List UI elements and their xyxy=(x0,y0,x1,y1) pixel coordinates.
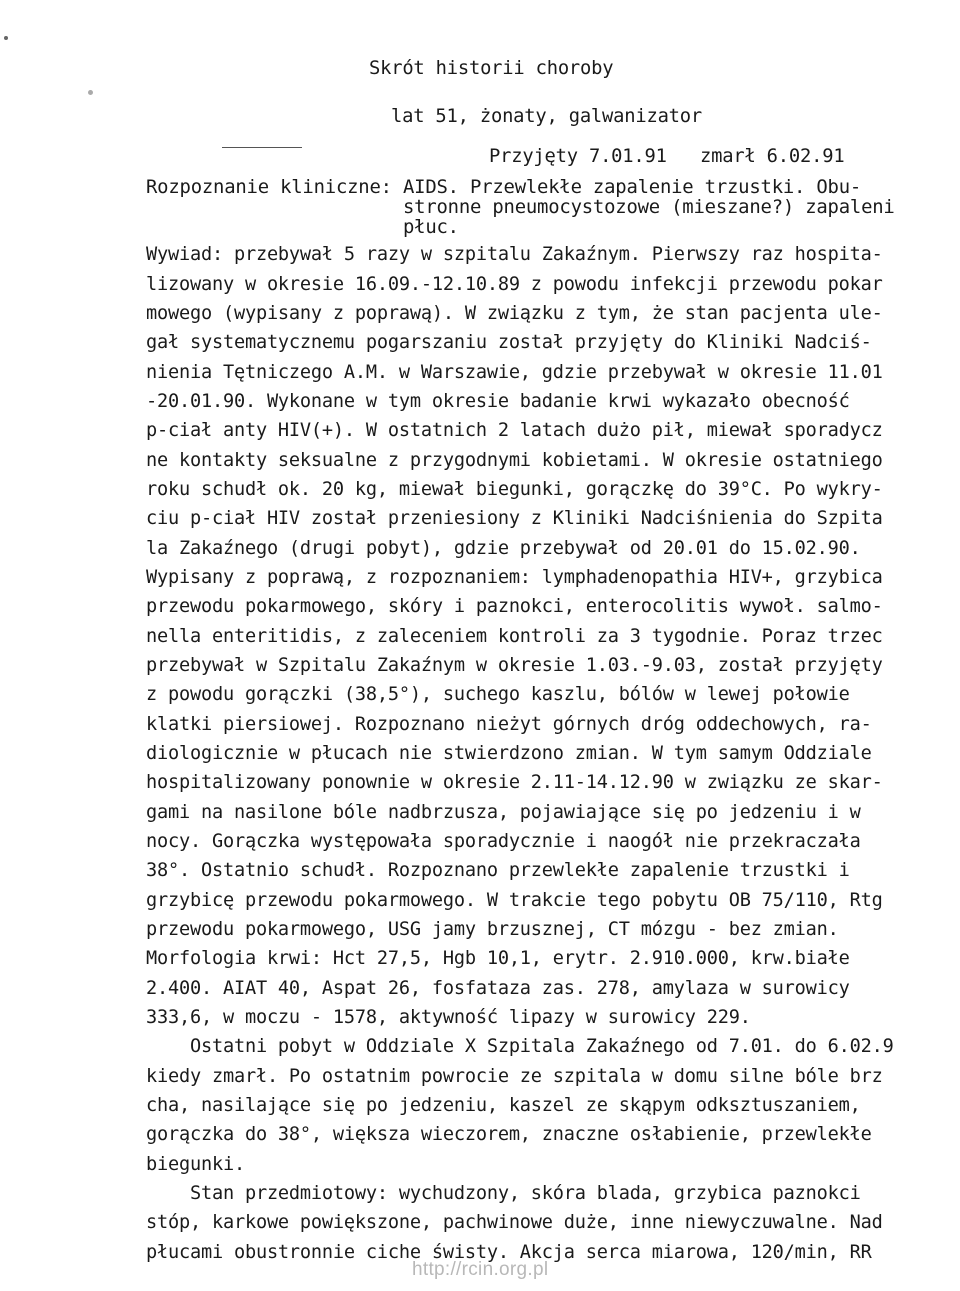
text-line: 2.400. AIAT 40, Aspat 26, fosfataza zas. 278, amylaza w surowicy xyxy=(146,978,850,999)
text-line: p-ciał anty HIV(+). W ostatnich 2 latach dużo pił, miewał sporadycz xyxy=(146,420,883,441)
admission-dates: Przyjęty 7.01.91 zmarł 6.02.91 xyxy=(489,146,845,167)
text-line: grzybicę przewodu pokarmowego. W trakcie tego pobytu OB 75/110, Rtg xyxy=(146,890,883,911)
text-line: płucami obustronnie ciche świsty. Akcja serca miarowa, 120/min, RR xyxy=(146,1242,872,1263)
text-line: stóp, karkowe powiększone, pachwinowe duże, inne niewyczuwalne. Nad xyxy=(146,1212,883,1233)
text-line: Wywiad: przebywał 5 razy w szpitalu Zakaźnym. Pierwszy raz hospita- xyxy=(146,244,883,265)
text-line: ne kontakty seksualne z przygodnymi kobietami. W okresie ostatniego xyxy=(146,450,883,471)
text-line: Ostatni pobyt w Oddziale X Szpitala Zakaźnego od 7.01. do 6.02.9 xyxy=(146,1036,894,1057)
text-line: -20.01.90. Wykonane w tym okresie badanie krwi wykazało obecność xyxy=(146,391,850,412)
text-line: la Zakaźnego (drugi pobyt), gdzie przebywał od 20.01 do 15.02.90. xyxy=(146,538,861,559)
text-line: gami na nasilone bóle nadbrzusza, pojawiające się po jedzeniu i w xyxy=(146,802,861,823)
text-line: nienia Tętniczego A.M. w Warszawie, gdzie przebywał w okresie 11.01 xyxy=(146,362,883,383)
text-line: ciu p-ciał HIV został przeniesiony z Kliniki Nadciśnienia do Szpita xyxy=(146,508,883,529)
text-line: kiedy zmarł. Po ostatnim powrocie ze szpitala w domu silne bóle brz xyxy=(146,1066,883,1087)
diagnosis-line: płuc. xyxy=(146,216,459,238)
text-line: przewodu pokarmowego, skóry i paznokci, enterocolitis wywoł. salmo- xyxy=(146,596,883,617)
text-line: lizowany w okresie 16.09.-12.10.89 z powodu infekcji przewodu pokar xyxy=(146,274,883,295)
diagnosis-line: stronne pneumocystozowe (mieszane?) zapaleni xyxy=(146,196,895,218)
text-line: Wypisany z poprawą, z rozpoznaniem: lymphadenopathia HIV+, grzybica xyxy=(146,567,883,588)
signature-underline xyxy=(222,147,302,148)
text-line: z powodu gorączki (38,5°), suchego kaszlu, bólów w lewej połowie xyxy=(146,684,850,705)
text-line: przewodu pokarmowego, USG jamy brzusznej, CT mózgu - bez zmian. xyxy=(146,919,839,940)
text-line: przebywał w Szpitalu Zakaźnym w okresie 1.03.-9.03, został przyjęty xyxy=(146,655,883,676)
scan-speck xyxy=(4,36,8,40)
text-line: cha, nasilające się po jedzeniu, kaszel ze skąpym odksztuszaniem, xyxy=(146,1095,861,1116)
scan-speck xyxy=(88,90,93,95)
text-line: gał systematycznemu pogarszaniu został przyjęty do Kliniki Nadciś- xyxy=(146,332,872,353)
text-line: Stan przedmiotowy: wychudzony, skóra blada, grzybica paznokci xyxy=(146,1183,861,1204)
text-line: 38°. Ostatnio schudł. Rozpoznano przewlekłe zapalenie trzustki i xyxy=(146,860,850,881)
text-line: roku schudł ok. 20 kg, miewał biegunki, gorączkę do 39°C. Po wykry- xyxy=(146,479,883,500)
text-line: 333,6, w moczu - 1578, aktywność lipazy w surowicy 229. xyxy=(146,1007,751,1028)
text-line: biegunki. xyxy=(146,1154,245,1175)
source-watermark-url: http://rcin.org.pl xyxy=(412,1259,549,1280)
text-line: nocy. Gorączka występowała sporadycznie i naogół nie przekraczała xyxy=(146,831,861,852)
text-line: gorączka do 38°, większa wieczorem, znaczne osłabienie, przewlekłe xyxy=(146,1124,872,1145)
diagnosis-line: Rozpoznanie kliniczne: AIDS. Przewlekłe zapalenie trzustki. Obu- xyxy=(146,176,862,198)
text-line: hospitalizowany ponownie w okresie 2.11-14.12.90 w związku ze skar- xyxy=(146,772,883,793)
text-line: Morfologia krwi: Hct 27,5, Hgb 10,1, erytr. 2.910.000, krw.białe xyxy=(146,948,850,969)
patient-info: lat 51, żonaty, galwanizator xyxy=(391,106,703,127)
document-title: Skrót historii choroby xyxy=(369,58,614,79)
text-line: klatki piersiowej. Rozpoznano nieżyt górnych dróg oddechowych, ra- xyxy=(146,714,872,735)
text-line: nella enteritidis, z zaleceniem kontroli za 3 tygodnie. Poraz trzec xyxy=(146,626,883,647)
text-line: diologicznie w płucach nie stwierdzono zmian. W tym samym Oddziale xyxy=(146,743,872,764)
text-line: mowego (wypisany z poprawą). W związku z tym, że stan pacjenta ule- xyxy=(146,303,883,324)
